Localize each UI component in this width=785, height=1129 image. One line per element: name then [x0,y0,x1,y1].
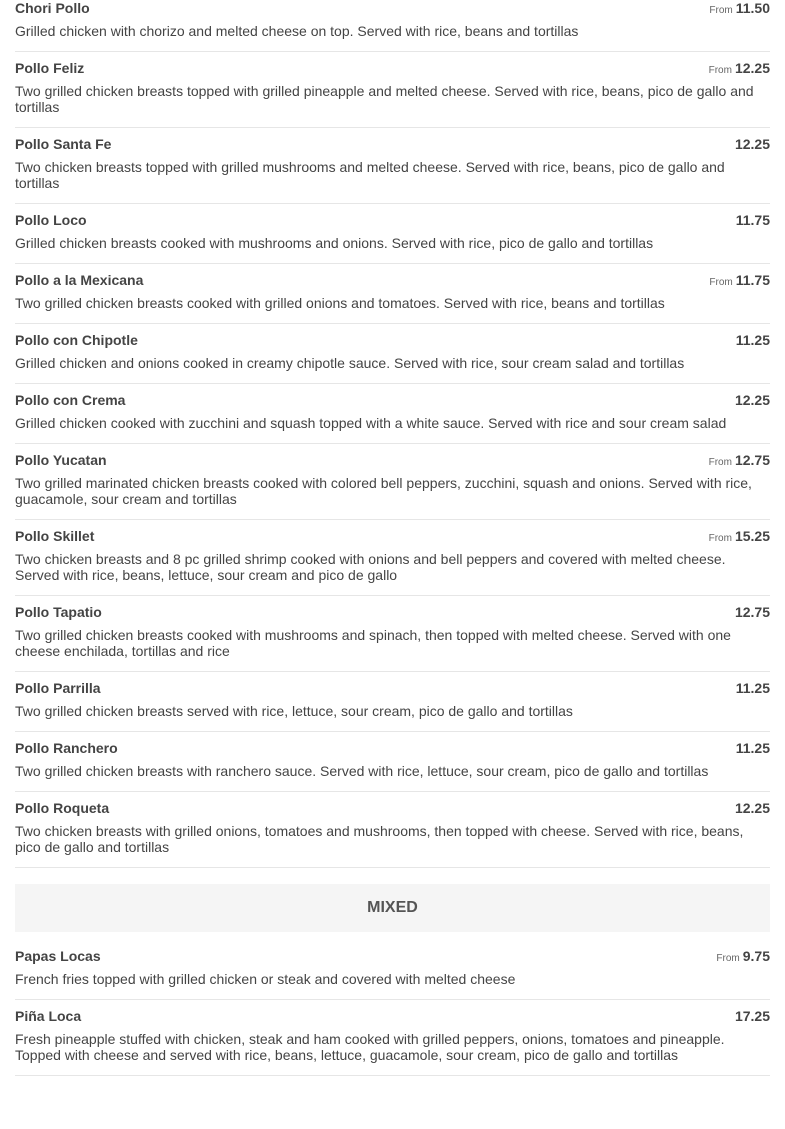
price-amount: 12.25 [734,392,770,408]
menu-item-name: Pollo Santa Fe [15,136,112,152]
menu-item-header [15,136,770,154]
menu-item-name: Pollo Roqueta [15,800,110,816]
menu-item-name: Pollo Yucatan [15,452,107,468]
menu-item-price [709,528,770,544]
menu-item[interactable] [15,324,770,384]
menu-item[interactable] [15,672,770,732]
menu-item-description: Two grilled marinated chicken breasts cooked with colored bell peppers, zucchini, squash and onions. Served with rice, guacamole, sour cream and tortillas [15,475,752,507]
menu-item-description: Grilled chicken and onions cooked in creamy chipotle sauce. Served with rice, sour cream salad and tortillas [15,355,685,371]
menu-item-header [15,680,770,698]
menu-item-header [15,60,770,78]
menu-item-price [736,680,770,696]
menu-item-name: Pollo a la Mexicana [15,272,144,288]
price-amount: 15.25 [734,528,770,544]
price-amount: 12.25 [734,136,770,152]
price-from-label: From [716,953,740,964]
menu-item-description: Grilled chicken cooked with zucchini and squash topped with a white sauce. Served with rice and sour cream salad [15,415,727,431]
menu-item-description: Two chicken breasts and 8 pc grilled shrimp cooked with onions and bell peppers and covered with melted cheese. Served with rice, beans, lettuce, sour cream and pico de gallo [15,551,726,583]
menu-item-header [15,948,770,966]
menu-item-price [735,604,770,620]
menu-item-price [736,332,770,348]
menu-item-header [15,0,770,18]
menu-item-description: Two grilled chicken breasts served with rice, lettuce, sour cream, pico de gallo and tortillas [15,703,573,719]
menu-item[interactable] [15,0,770,52]
menu-item[interactable] [15,732,770,792]
menu-item-price [735,136,770,152]
menu-item-price [709,452,770,468]
price-amount: 17.25 [734,1008,770,1024]
menu-item-name: Piña Loca [15,1008,82,1024]
section-header-mixed [15,884,770,932]
menu-item[interactable] [15,384,770,444]
price-amount: 11.75 [735,212,770,228]
menu-item-description: Two grilled chicken breasts topped with grilled pineapple and melted cheese. Served with rice, beans, pico de gallo and tortillas [15,83,754,115]
price-from-label: From [708,533,732,544]
menu-item-description: Two grilled chicken breasts cooked with mushrooms and spinach, then topped with melted cheese. Served with one cheese enchilada, tortillas and rice [15,627,731,659]
menu-item-name: Pollo Loco [15,212,87,228]
price-amount: 11.50 [735,0,770,16]
price-amount: 9.75 [742,948,770,964]
price-amount: 11.25 [735,680,770,696]
section-title: MIXED [367,899,418,916]
price-amount: 11.25 [735,332,770,348]
menu-item-price [709,60,770,76]
menu-list [15,0,770,1096]
menu-item-description: Grilled chicken with chorizo and melted cheese on top. Served with rice, beans and tortillas [15,23,579,39]
menu-item-header [15,740,770,758]
price-from-label: From [709,277,733,288]
menu-item[interactable] [15,1000,770,1076]
menu-item-price [735,392,770,408]
menu-item-header [15,604,770,622]
price-amount: 12.25 [734,800,770,816]
menu-item-header [15,212,770,230]
menu-item-header [15,272,770,290]
menu-item[interactable] [15,596,770,672]
menu-item-name: Pollo Skillet [15,528,95,544]
price-from-label: From [708,457,732,468]
price-amount: 12.75 [734,604,770,620]
price-from-label: From [709,5,733,16]
menu-item-description: French fries topped with grilled chicken or steak and covered with melted cheese [15,971,516,987]
cut-off-item [15,1076,770,1096]
price-amount: 12.75 [734,452,770,468]
menu-item[interactable] [15,128,770,204]
menu-item-name: Papas Locas [15,948,101,964]
menu-item-price [709,0,770,16]
menu-item-header [15,1008,770,1026]
menu-item-description: Grilled chicken breasts cooked with mushrooms and onions. Served with rice, pico de gallo and tortillas [15,235,654,251]
menu-item-name: Pollo Ranchero [15,740,118,756]
menu-item-header [15,392,770,410]
menu-item-price [716,948,770,964]
mixed-items [15,940,770,1076]
menu-item-price [736,740,770,756]
menu-item-description: Two chicken breasts topped with grilled mushrooms and melted cheese. Served with rice, beans, pico de gallo and tortillas [15,159,725,191]
menu-item-description: Fresh pineapple stuffed with chicken, steak and ham cooked with grilled peppers, onions, tomatoes and pineapple. Topped with cheese and served with rice, beans, lettuce, guacamole, sour cream, pico de gallo and tortillas [15,1031,725,1063]
menu-item[interactable] [15,264,770,324]
menu-item-header [15,528,770,546]
menu-item[interactable] [15,444,770,520]
menu-item-name: Pollo Feliz [15,60,85,76]
price-amount: 11.25 [735,740,770,756]
price-amount: 12.25 [734,60,770,76]
menu-item-description: Two grilled chicken breasts with ranchero sauce. Served with rice, lettuce, sour cream, pico de gallo and tortillas [15,763,709,779]
menu-item-name: Pollo con Chipotle [15,332,138,348]
menu-item-name: Chori Pollo [15,0,90,16]
menu-item-price [709,272,770,288]
menu-item-header [15,800,770,818]
menu-item-price [735,800,770,816]
menu-item-description: Two grilled chicken breasts cooked with grilled onions and tomatoes. Served with rice, beans and tortillas [15,295,665,311]
menu-item-header [15,332,770,350]
menu-item-header [15,452,770,470]
menu-item-price [735,1008,770,1024]
menu-item[interactable] [15,792,770,868]
menu-item-description: Two chicken breasts with grilled onions, tomatoes and mushrooms, then topped with cheese. Served with rice, beans, pico de gallo and tortillas [15,823,744,855]
menu-item[interactable] [15,520,770,596]
menu-item-price [736,212,770,228]
price-amount: 11.75 [735,272,770,288]
menu-item[interactable] [15,204,770,264]
price-from-label: From [708,65,732,76]
menu-item[interactable] [15,52,770,128]
menu-item[interactable] [15,940,770,1000]
menu-item-name: Pollo Parrilla [15,680,101,696]
chicken-items [15,0,770,868]
menu-item-name: Pollo con Crema [15,392,126,408]
menu-item-name: Pollo Tapatio [15,604,102,620]
